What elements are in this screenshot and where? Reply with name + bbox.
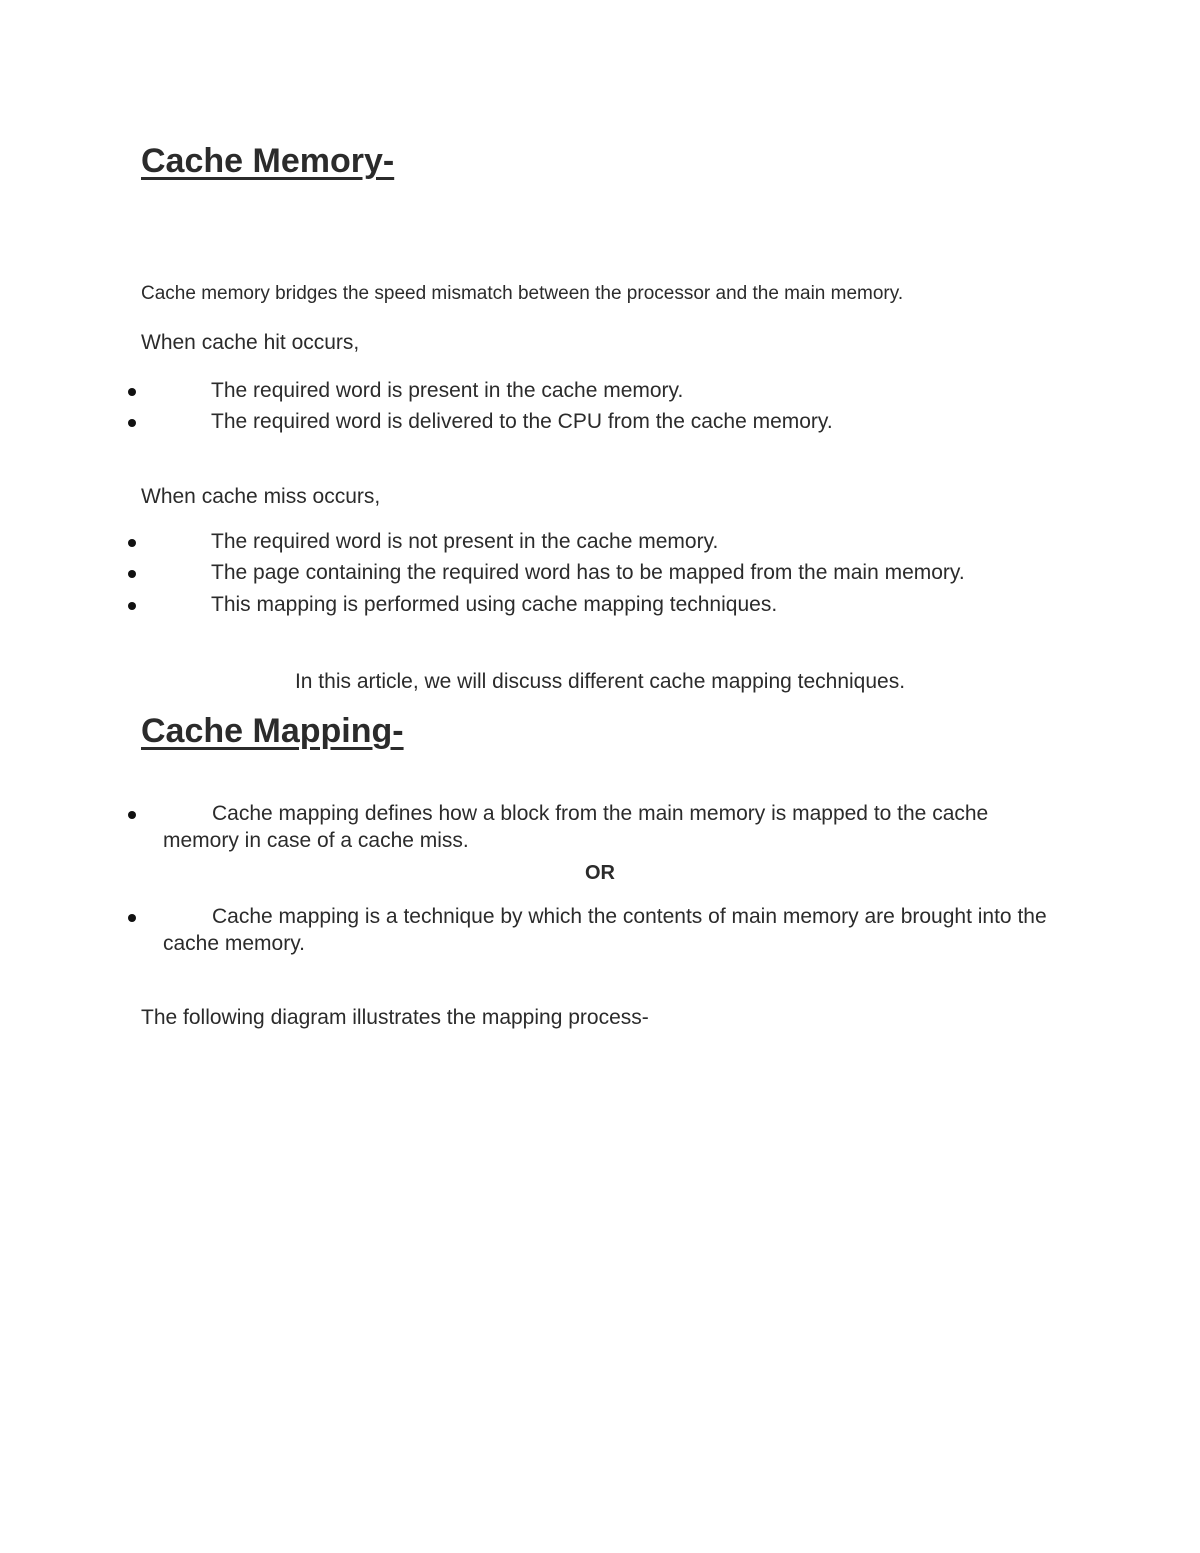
list-item — [128, 800, 1068, 856]
or-separator: OR — [585, 862, 615, 884]
bullet-icon — [128, 811, 136, 819]
cache-hit-label: When cache hit occurs, — [141, 331, 360, 354]
cache-miss-label: When cache miss occurs, — [141, 485, 381, 508]
intro-paragraph: Cache memory bridges the speed mismatch between the processor and the main memory. — [141, 283, 904, 304]
bullet-icon — [128, 570, 136, 578]
list-item-text: The required word is present in the cache memory. — [211, 379, 684, 402]
list-item-text: Cache mapping is a technique by which the contents of main memory are brought into the cache memory. — [163, 905, 1047, 955]
list-item-text: The required word is not present in the cache memory. — [211, 530, 719, 553]
list-item — [128, 903, 1068, 959]
heading-cache-memory: Cache Memory- — [141, 142, 395, 180]
list-item-text: The page containing the required word has to be mapped from the main memory. — [211, 561, 965, 584]
diagram-intro: The following diagram illustrates the mapping process- — [141, 1006, 649, 1029]
bullet-icon — [128, 539, 136, 547]
bullet-icon — [128, 602, 136, 610]
article-note: In this article, we will discuss different cache mapping techniques. — [294, 670, 906, 693]
list-item-text: This mapping is performed using cache mapping techniques. — [211, 593, 778, 616]
heading-cache-mapping: Cache Mapping- — [141, 712, 404, 750]
bullet-icon — [128, 419, 136, 427]
list-item-text: The required word is delivered to the CPU from the cache memory. — [211, 410, 833, 433]
list-item-text: Cache mapping defines how a block from the main memory is mapped to the cache memory in case of a cache miss. — [163, 802, 989, 852]
bullet-icon — [128, 914, 136, 922]
bullet-icon — [128, 388, 136, 396]
